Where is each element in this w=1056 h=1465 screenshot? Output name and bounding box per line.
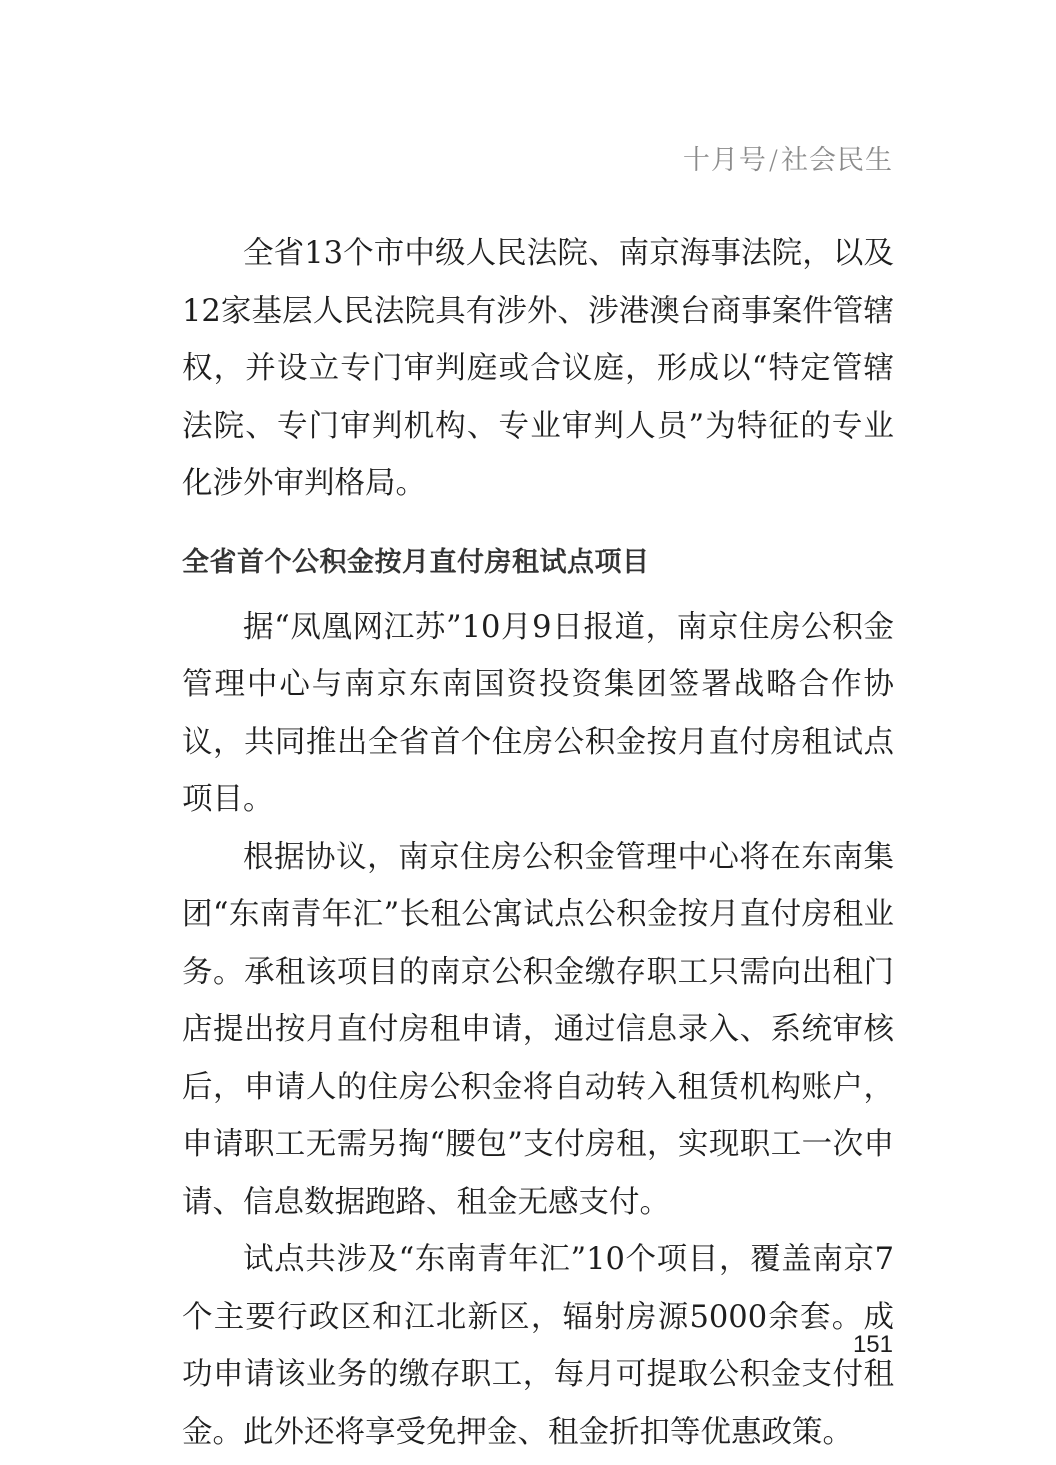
header-separator: / [768, 145, 779, 176]
issue-label: 十月号 [682, 145, 767, 176]
article-paragraph-2: 根据协议，南京住房公积金管理中心将在东南集团“东南青年汇”长租公寓试点公积金按月直付房租业务。承租该项目的南京公积金缴存职工只需向出租门店提出按月直付房租申请，通过信息录入、系统审核后，申请人的住房公积金将自动转入租赁机构账户，申请职工无需另掏“腰包”支付房租，实现职工一次申请、信息数据跑路、租金无感支付。 [182, 839, 894, 1220]
article-heading: 全省首个公积金按月直付房租试点项目 [182, 546, 650, 578]
article-paragraph-3: 试点共涉及“东南青年汇”10个项目，覆盖南京7个主要行政区和江北新区，辐射房源5000余套。成功申请该业务的缴存职工，每月可提取公积金支付租金。此外还将享受免押金、租金折扣等优惠政策。 [182, 1242, 894, 1450]
intro-paragraph: 全省13个市中级人民法院、南京海事法院，以及12家基层人民法院具有涉外、涉港澳台商事案件管辖权，并设立专门审判庭或合议庭，形成以“特定管辖法院、专门审判机构、专业审判人员”为特征的专业化涉外审判格局。 [182, 236, 894, 501]
page-number: 151 [852, 1331, 893, 1358]
page-content [182, 225, 894, 1461]
running-header [683, 138, 893, 177]
section-label: 社会民生 [781, 145, 893, 176]
article-paragraph-1: 据“凤凰网江苏”10月9日报道，南京住房公积金管理中心与南京东南国资投资集团签署战略合作协议，共同推出全省首个住房公积金按月直付房租试点项目。 [182, 609, 894, 817]
